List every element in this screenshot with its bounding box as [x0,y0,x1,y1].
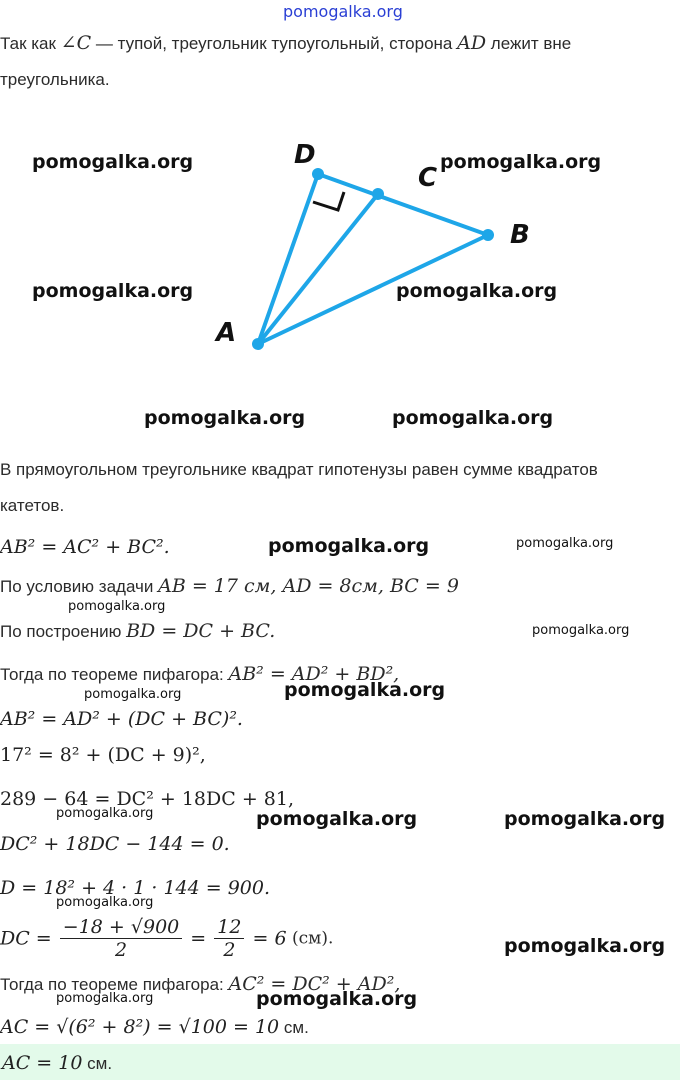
eq7-denominator-2: 2 [223,939,236,961]
watermark-3: pomogalka.org [32,280,194,302]
eq7-left: DC = [0,927,52,950]
intro-line-2: треугольника. [0,70,110,89]
theorem-line-2: катетов. [0,496,65,515]
watermark-10: pomogalka.org [532,623,630,638]
label-D: D [294,140,316,170]
pythagoras-prefix-1: Тогда по теореме пифагора: [0,665,229,684]
pythagoras-math-1: AB² = AD² + BD², [228,663,400,685]
right-angle-mark [313,192,344,210]
answer-math: AC = 10 [2,1052,83,1074]
eq7-unit: (см). [286,928,334,949]
watermark-14: pomogalka.org [256,808,418,830]
answer-box [0,1044,680,1080]
equation-5: DC² + 18DC − 144 = 0. [0,833,230,855]
condition-line [0,575,459,597]
watermark-19: pomogalka.org [256,988,418,1010]
eq7-right: = 6 [252,927,287,950]
watermark-17: pomogalka.org [504,935,666,957]
intro-text-2: — тупой, треугольник тупоугольный, сторона [91,34,458,53]
watermark-12: pomogalka.org [284,679,446,701]
watermark-8: pomogalka.org [516,536,614,551]
intro-line-1 [0,32,571,54]
pythagoras-prefix-2: Тогда по теореме пифагора: [0,975,229,994]
watermark-2: pomogalka.org [440,151,602,173]
intro-text-3: лежит вне [486,34,572,53]
construction-math: BD = DC + BC. [126,620,276,642]
watermark-1: pomogalka.org [32,151,194,173]
eq7-numerator-2: 12 [214,916,244,939]
eq8-unit: см. [279,1018,309,1037]
intro-text-1: Так как [0,34,61,53]
watermark-11: pomogalka.org [84,687,182,702]
watermark-7: pomogalka.org [268,535,430,557]
eq7-mid: = [190,927,207,950]
equation-4: 289 − 64 = DC² + 18DC + 81, [0,788,294,810]
label-A: A [216,318,237,348]
theorem-line-1: В прямоугольном треугольнике квадрат гипотенузы равен сумме квадратов [0,460,598,479]
equation-7 [0,916,333,961]
watermark-9: pomogalka.org [68,599,166,614]
construction-prefix: По построению [0,622,127,641]
construction-line [0,620,275,642]
answer-line [2,1052,112,1074]
point-A [252,338,264,350]
watermark-15: pomogalka.org [504,808,666,830]
equation-2: AB² = AD² + (DC + BC)². [0,708,243,730]
top-watermark: pomogalka.org [283,2,403,21]
label-B: B [510,220,530,250]
point-C [372,188,384,200]
watermark-4: pomogalka.org [396,280,558,302]
segment-CA [258,194,378,344]
eq7-numerator-1: −18 + √900 [60,916,182,939]
point-B [482,229,494,241]
eq8-math: AC = √(6² + 8²) = √100 = 10 [0,1016,280,1038]
equation-6: D = 18² + 4 · 1 · 144 = 900. [0,877,271,899]
intro-side: AD [457,32,487,54]
label-C: C [418,163,438,193]
answer-unit: см. [82,1054,113,1073]
watermark-13: pomogalka.org [56,806,154,821]
watermark-16: pomogalka.org [56,895,154,910]
eq7-denominator-1: 2 [114,939,128,961]
eq7-fraction-1 [60,916,182,961]
watermark-6: pomogalka.org [392,407,554,429]
watermark-5: pomogalka.org [144,407,306,429]
equation-1: AB² = AC² + BC². [0,536,170,558]
intro-angle: ∠C [60,32,92,54]
equation-8 [0,1016,309,1038]
watermark-18: pomogalka.org [56,991,154,1006]
condition-math: AB = 17 см, AD = 8см, BC = 9 [158,575,459,597]
equation-3: 17² = 8² + (DC + 9)², [0,744,206,766]
segment-DB [318,174,488,235]
eq7-fraction-2 [214,916,244,961]
pythagoras-math-2: AC² = DC² + AD², [228,973,401,995]
condition-prefix: По условию задачи [0,577,159,596]
